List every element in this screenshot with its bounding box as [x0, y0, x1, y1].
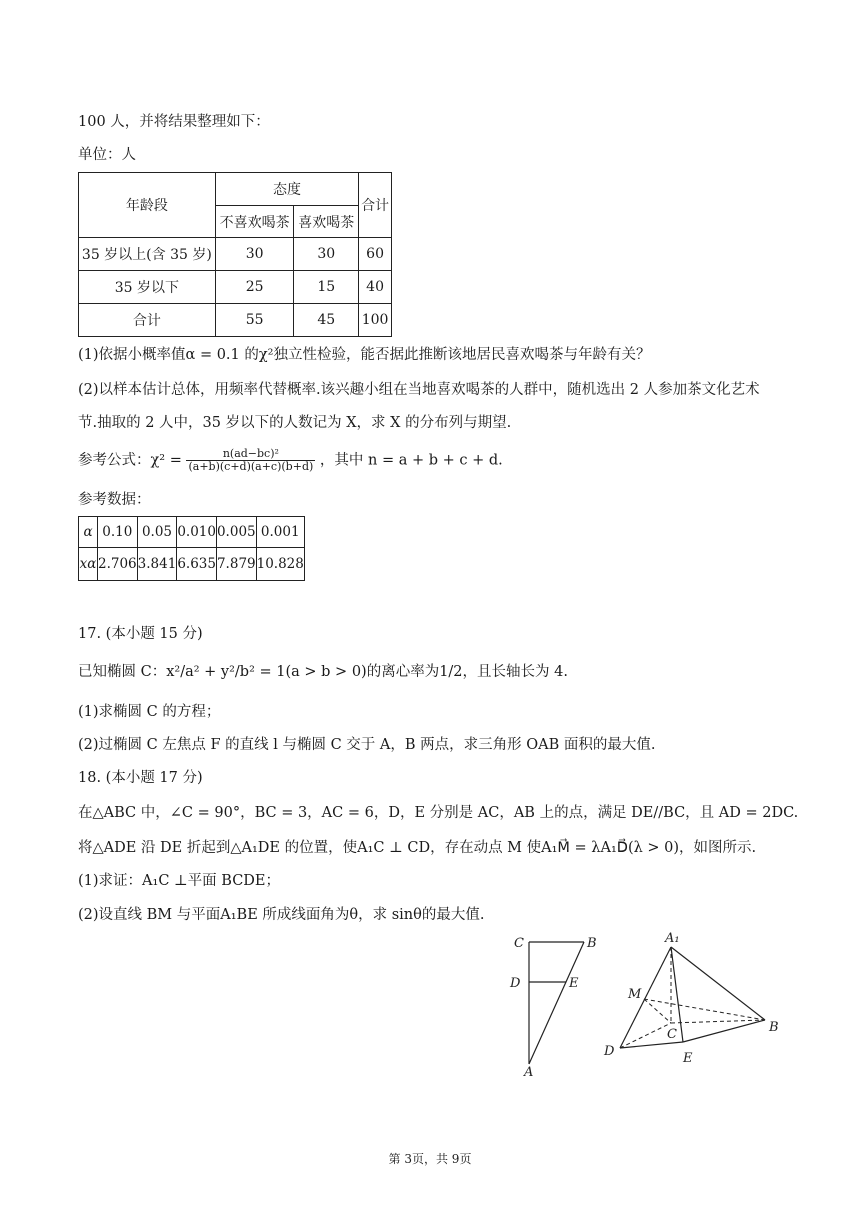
- survey-table: [78, 172, 392, 337]
- header-dislike: 不喜欢喝茶: [215, 206, 294, 238]
- q17-heading: 17. (本小题 15 分): [78, 626, 203, 642]
- cell-like: 15: [294, 271, 359, 304]
- q17-stem-equation: x²/a² + y²/b² = 1(a > b > 0)的离心率为1/2，且长轴长为 4.: [166, 664, 568, 680]
- q18-heading: 18. (本小题 17 分): [78, 770, 203, 786]
- cell-dislike: 25: [215, 271, 294, 304]
- intro-text: 100 人，并将结果整理如下：: [78, 114, 270, 130]
- q18-line1: 在△ABC 中，∠C = 90°，BC = 3，AC = 6，D，E 分别是 AC，AB 上的点，满足 DE//BC，且 AD = 2DC.: [78, 805, 799, 821]
- cell-dislike: 55: [215, 304, 294, 337]
- label-d: D: [604, 1044, 615, 1059]
- label-m: M: [628, 987, 642, 1002]
- reference-table: [78, 516, 305, 581]
- table-row: [79, 548, 305, 581]
- label-c: C: [667, 1027, 677, 1042]
- table-cell: 2.706: [98, 548, 138, 581]
- formula-fraction: [186, 448, 315, 473]
- row-label: 35 岁以上(含 35 岁): [79, 238, 216, 271]
- q18-part1: (1)求证：A₁C ⊥平面 BCDE；: [78, 873, 281, 889]
- formula-label: 参考公式：χ² =: [78, 452, 182, 469]
- cell-total: 100: [359, 304, 392, 337]
- page-footer: 第 3页，共 9页: [388, 1152, 472, 1166]
- q18-part2: (2)设直线 BM 与平面A₁BE 所成线面角为θ，求 sinθ的最大值.: [78, 907, 485, 923]
- table-cell: 0.05: [137, 517, 177, 548]
- row-label: 35 岁以下: [79, 271, 216, 304]
- table-row: [79, 238, 392, 271]
- row-label: 合计: [79, 304, 216, 337]
- figure-pyramid: [595, 925, 795, 1075]
- data-label: 参考数据：: [78, 492, 151, 508]
- header-like: 喜欢喝茶: [294, 206, 359, 238]
- cell-like: 30: [294, 238, 359, 271]
- formula-denominator: (a+b)(c+d)(a+c)(b+d): [188, 460, 314, 473]
- cell-dislike: 30: [215, 238, 294, 271]
- label-a1: A₁: [665, 931, 680, 946]
- cell-like: 45: [294, 304, 359, 337]
- label-e: E: [569, 976, 579, 991]
- label-b: B: [587, 936, 597, 951]
- table-row: [79, 271, 392, 304]
- q16-part2-line1: (2)以样本估计总体，用频率代替概率.该兴趣小组在当地喜欢喝茶的人群中，随机选出 2 人参加茶文化艺术: [78, 382, 760, 398]
- table-cell: 10.828: [256, 548, 304, 581]
- q18-line2: 将△ADE 沿 DE 折起到△A₁DE 的位置，使A₁C ⊥ CD，存在动点 M 使A₁M⃗ = λA₁D⃗(λ > 0)，如图所示.: [78, 840, 757, 856]
- header-attitude: 态度: [215, 173, 358, 206]
- table-cell: 3.841: [137, 548, 177, 581]
- table-cell: 0.10: [98, 517, 138, 548]
- header-age: 年龄段: [79, 173, 216, 238]
- table-row: [79, 304, 392, 337]
- table-cell: 6.635: [177, 548, 217, 581]
- header-total: 合计: [359, 173, 392, 238]
- cell-total: 60: [359, 238, 392, 271]
- formula-line: [78, 448, 503, 473]
- q17-part1: (1)求椭圆 C 的方程；: [78, 704, 221, 720]
- table-cell: 7.879: [216, 548, 256, 581]
- table-cell: 0.010: [177, 517, 217, 548]
- figure-triangle-abc: [500, 930, 610, 1080]
- q17-part2: (2)过椭圆 C 左焦点 F 的直线 l 与椭圆 C 交于 A，B 两点，求三角形 OAB 面积的最大值.: [78, 737, 656, 753]
- formula-tail: ，其中 n = a + b + c + d.: [319, 452, 503, 469]
- q17-stem-prefix: 已知椭圆 C：: [78, 664, 167, 680]
- label-e: E: [683, 1051, 693, 1066]
- table-cell: 0.005: [216, 517, 256, 548]
- formula-numerator: n(ad−bc)²: [186, 448, 315, 461]
- cell-x-alpha: xα: [79, 556, 97, 572]
- q16-part1: (1)依据小概率值α = 0.1 的χ²独立性检验，能否据此推断该地居民喜欢喝茶与年龄有关？: [78, 347, 651, 363]
- label-d: D: [510, 976, 521, 991]
- unit-text: 单位：人: [78, 147, 136, 163]
- label-a: A: [524, 1065, 534, 1080]
- q17-stem: [78, 662, 568, 682]
- cell-alpha: α: [83, 524, 93, 540]
- table-cell: 0.001: [256, 517, 304, 548]
- cell-total: 40: [359, 271, 392, 304]
- label-c: C: [514, 936, 524, 951]
- label-b: B: [769, 1020, 779, 1035]
- q16-part2-line2: 节.抽取的 2 人中，35 岁以下的人数记为 X，求 X 的分布列与期望.: [78, 415, 512, 431]
- table-row: [79, 517, 305, 548]
